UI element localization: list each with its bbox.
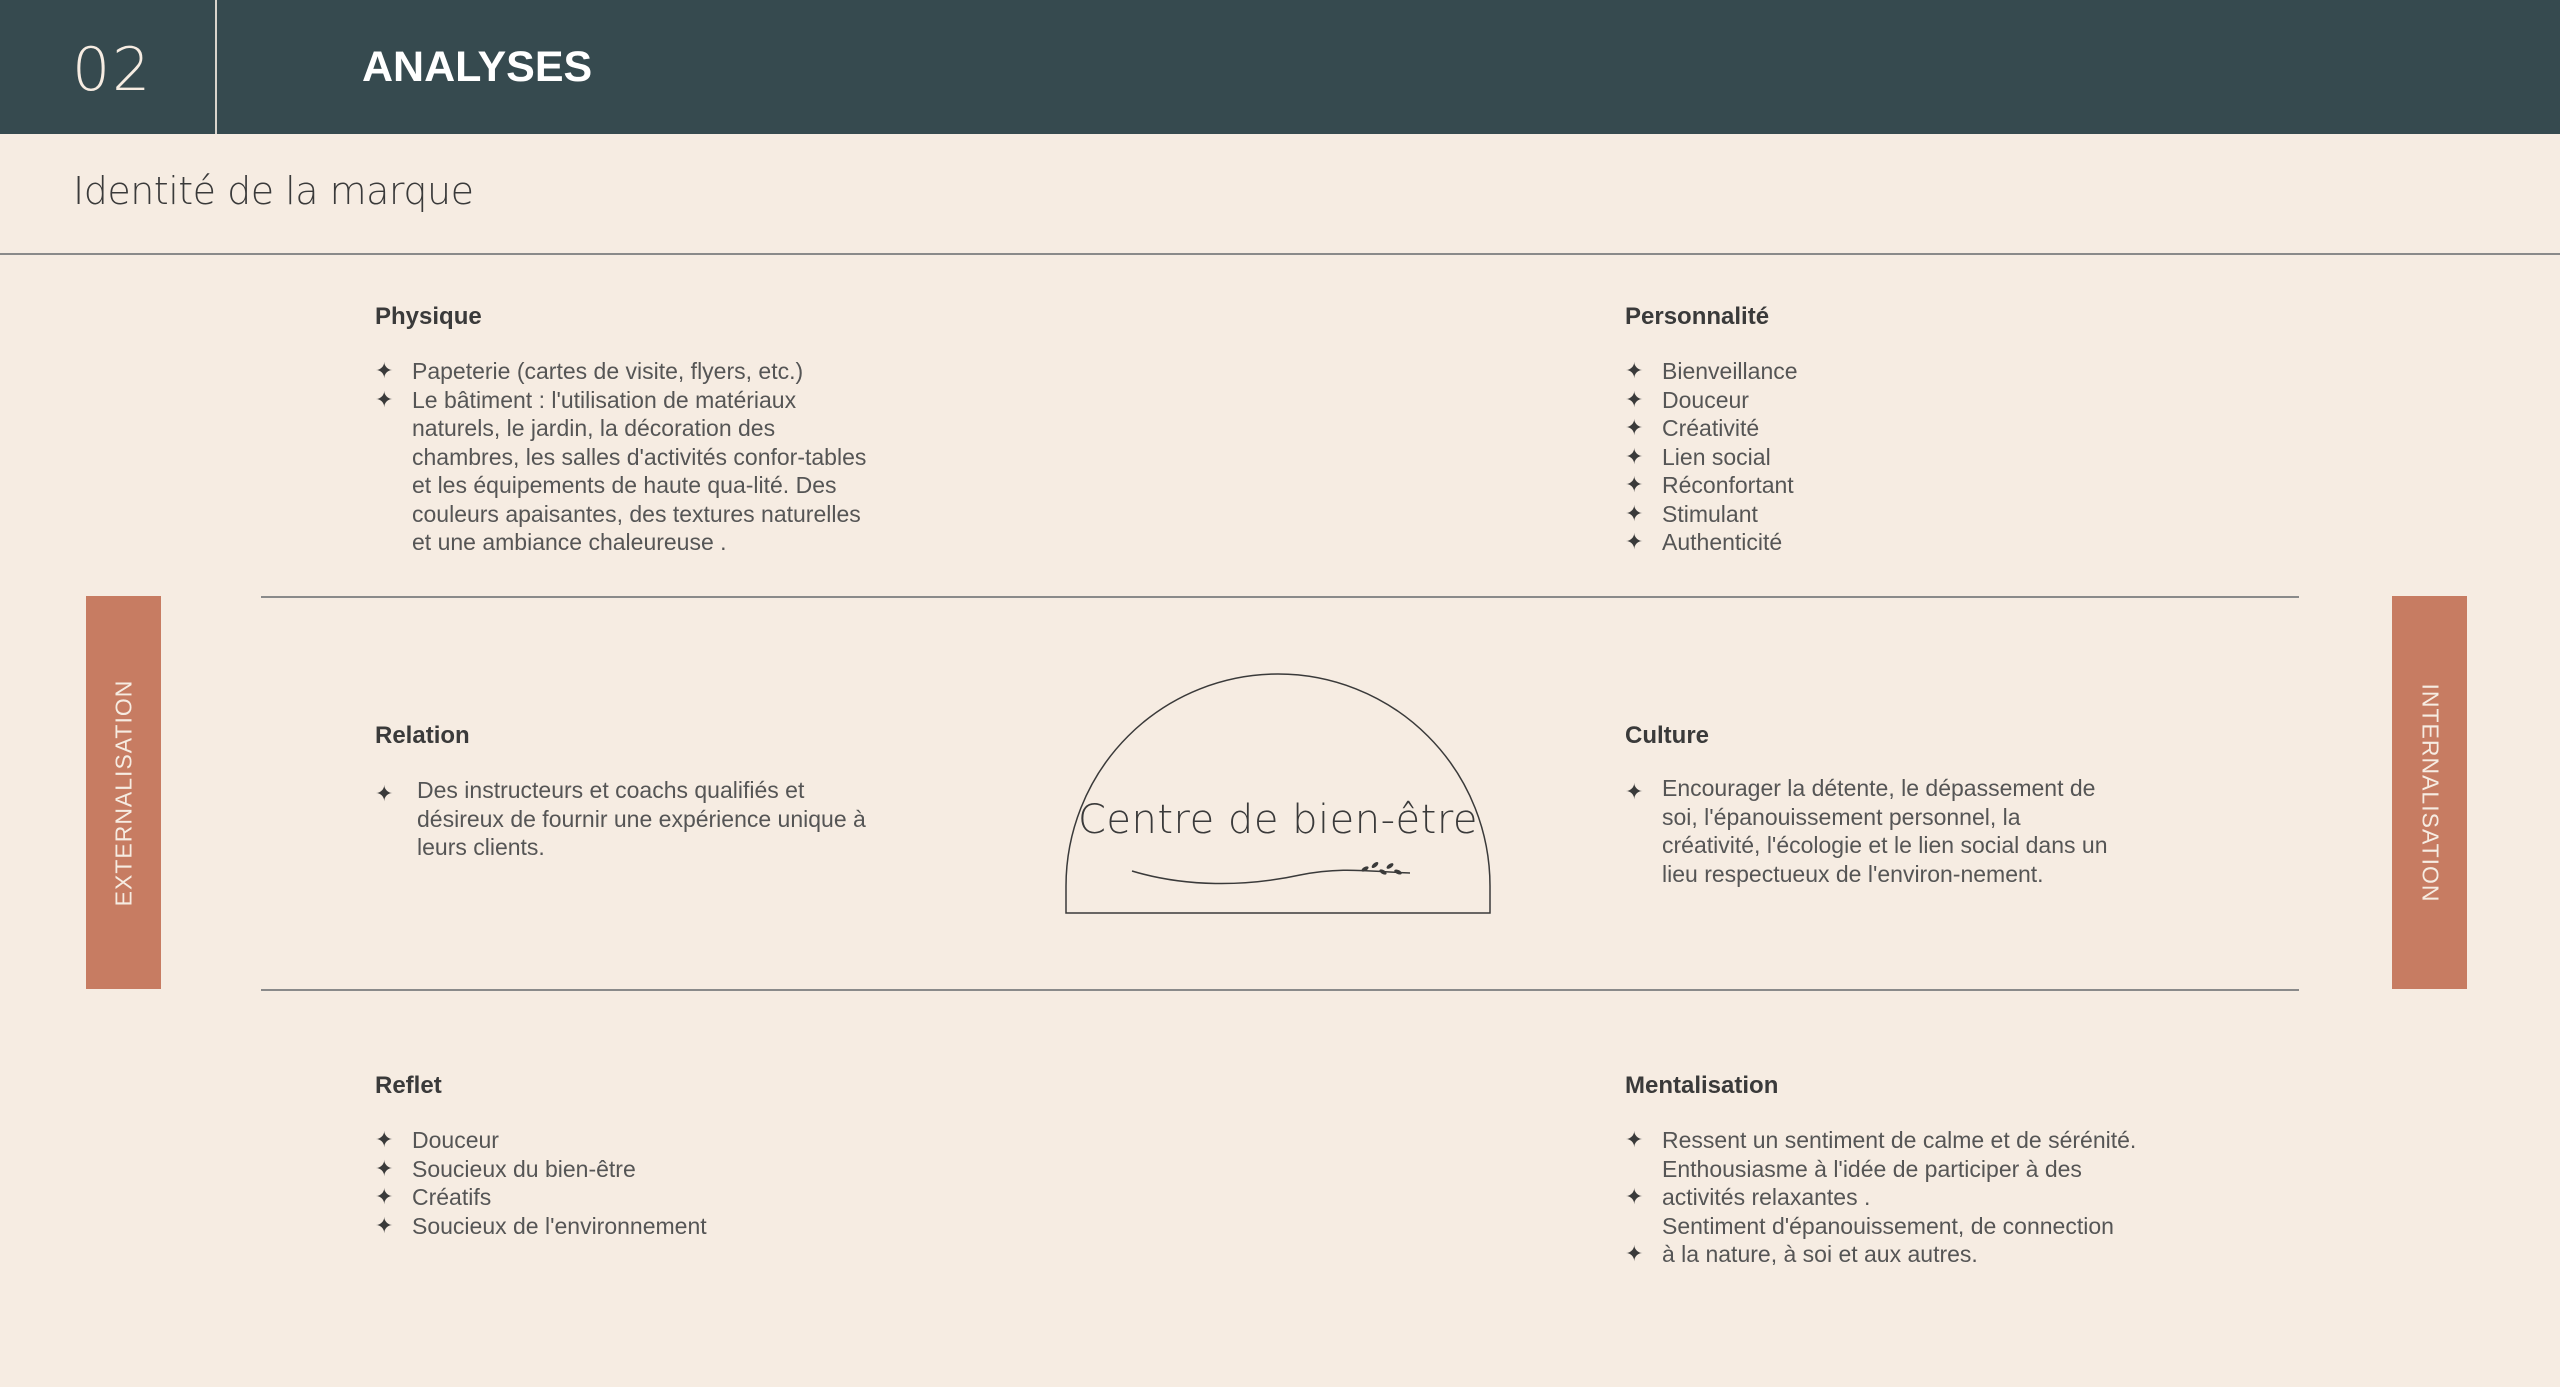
arch-emblem: [1065, 673, 1491, 915]
section-personnalite: [1625, 301, 2125, 557]
externalisation-band: [86, 596, 161, 989]
mentalisation-line: Sentiment d'épanouissement, de connection: [1662, 1212, 2114, 1239]
list-item: ✦ Papeterie (cartes de visite, flyers, etc.): [375, 358, 804, 384]
reflet-list: [375, 1126, 875, 1240]
mentalisation-text: [1625, 1126, 2185, 1269]
divider-middle-lower: [261, 989, 2299, 991]
sparkle-icon: ✦: [375, 358, 394, 383]
center-label: Centre de bien-être: [1077, 797, 1479, 843]
relation-text: ✦ Des instructeurs et coachs qualifiés et désireux de fournir une expérience unique à leurs clients.: [375, 777, 866, 860]
sparkle-icon: ✦: [375, 781, 394, 806]
list-item: ✦ Bienveillance: [1625, 358, 1798, 384]
section-mentalisation: [1625, 1070, 2185, 1269]
internalisation-band: [2392, 596, 2467, 989]
page-title: ANALYSES: [362, 43, 593, 91]
leaf-sprig-icon: [1361, 861, 1403, 876]
sparkle-icon: ✦: [375, 1127, 394, 1152]
list-item: ✦ Stimulant: [1625, 500, 1758, 527]
sparkle-icon: ✦: [1625, 443, 1644, 469]
section-title: Personnalité: [1625, 303, 1770, 330]
sparkle-icon: ✦: [375, 1184, 394, 1209]
sparkle-icon: ✦: [1625, 529, 1644, 554]
list-item: ✦ Douceur: [1625, 386, 1749, 413]
list-item: ✦ Le bâtiment : l'utilisation de matériaux naturels, le jardin, la décoration des chambres, les salles d'activités confor-tables et les équipements de haute qua-lité. Des couleurs apaisantes, des textures naturelles et une ambiance chaleureuse .: [375, 386, 867, 555]
culture-text: ✦ Encourager la détente, le dépassement de soi, l'épanouissement personnel, la créativité, l'écologie et le lien social dans un lieu respectueux de l'environ-nement.: [1625, 775, 2108, 887]
sparkle-icon: ✦: [375, 1212, 394, 1238]
sparkle-icon: ✦: [375, 386, 394, 412]
divider-top: [0, 253, 2560, 255]
list-item: ✦ Soucieux du bien-être: [375, 1155, 636, 1182]
section-title: Culture: [1625, 722, 1709, 749]
section-physique: [375, 301, 875, 557]
section-title: Relation: [375, 722, 470, 749]
section-number: 02: [72, 35, 153, 105]
sparkle-icon: ✦: [1625, 779, 1644, 804]
sparkle-icon: ✦: [1625, 358, 1644, 383]
sparkle-icon: ✦: [1625, 386, 1644, 412]
swash-line: [1132, 870, 1410, 883]
list-item: ✦ Douceur: [375, 1127, 499, 1153]
header-divider: [215, 0, 217, 134]
sparkle-icon: ✦: [1625, 500, 1644, 526]
sparkle-icon: ✦: [1625, 1241, 1644, 1266]
mentalisation-line: Enthousiasme à l'idée de participer à des: [1662, 1155, 2082, 1182]
externalisation-label: EXTERNALISATION: [110, 679, 136, 906]
section-reflet: [375, 1070, 875, 1240]
list-item: ✦ Créatifs: [375, 1184, 492, 1210]
section-title: Physique: [375, 303, 482, 330]
personnalite-list: [1625, 357, 2125, 557]
list-item: ✦ Lien social: [1625, 443, 1771, 470]
section-title: Reflet: [375, 1072, 442, 1099]
mentalisation-line: activités relaxantes .: [1662, 1184, 1871, 1210]
list-item: ✦ Réconfortant: [1625, 472, 1794, 498]
section-relation: [375, 720, 885, 862]
sparkle-icon: ✦: [1625, 415, 1644, 440]
header-bar: [0, 0, 2560, 134]
page-subtitle: Identité de la marque: [73, 169, 474, 213]
physique-list: [375, 357, 875, 557]
mentalisation-line: à la nature, à soi et aux autres.: [1662, 1241, 1978, 1267]
list-item: ✦ Créativité: [1625, 415, 1760, 441]
section-culture: [1625, 720, 2125, 888]
list-item: ✦ Soucieux de l'environnement: [375, 1212, 707, 1239]
sparkle-icon: ✦: [1625, 472, 1644, 497]
sparkle-icon: ✦: [1625, 1127, 1644, 1152]
list-item: ✦ Authenticité: [1625, 529, 1783, 555]
sparkle-icon: ✦: [375, 1155, 394, 1181]
sparkle-icon: ✦: [1625, 1184, 1644, 1209]
section-title: Mentalisation: [1625, 1072, 1779, 1099]
mentalisation-line: Ressent un sentiment de calme et de sérénité.: [1662, 1127, 2137, 1153]
internalisation-label: INTERNALISATION: [2417, 682, 2443, 903]
divider-middle-upper: [261, 596, 2299, 598]
